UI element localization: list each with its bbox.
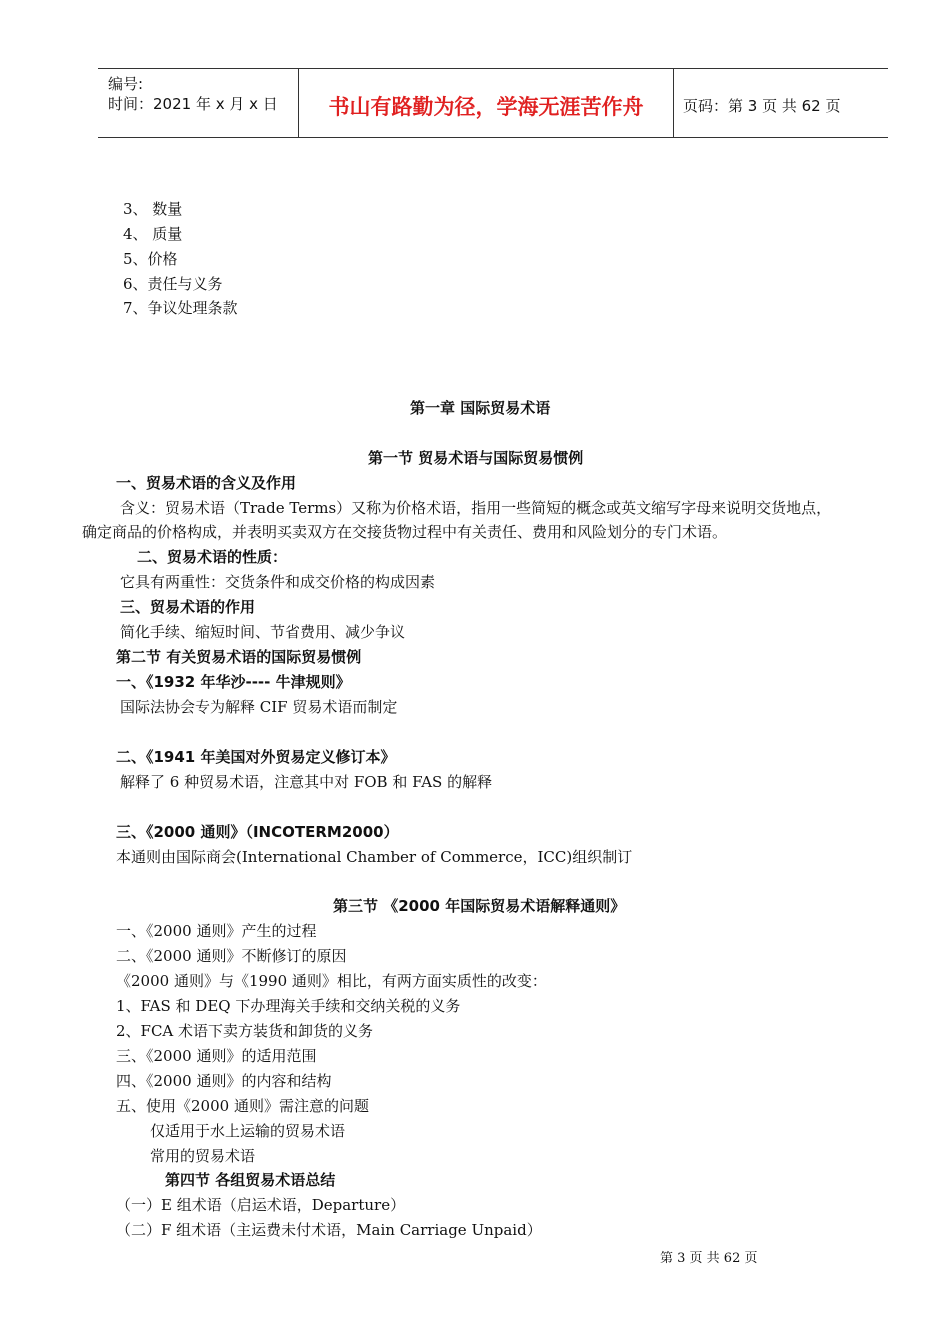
motto: 书山有路勤为径，学海无涯苦作舟 — [328, 95, 644, 119]
section3-line: 1、FAS 和 DEQ 下办理海关手续和交纳关税的义务 — [116, 997, 461, 1015]
section1-title: 第一节 贸易术语与国际贸易惯例 — [368, 449, 584, 467]
section4-line: （一）E 组术语（启运术语，Departure） — [116, 1196, 406, 1214]
section1-paragraph-2: 它具有两重性：交货条件和成交价格的构成因素 — [120, 573, 436, 591]
section2-paragraph-2: 解释了 6 种贸易术语，注意其中对 FOB 和 FAS 的解释 — [120, 773, 493, 791]
chapter-title: 第一章 国际贸易术语 — [410, 399, 551, 417]
list-item: 3、 数量 — [123, 200, 183, 218]
section4-title: 第四节 各组贸易术语总结 — [165, 1171, 336, 1189]
section3-subitem: 仅适用于水上运输的贸易术语 — [150, 1122, 346, 1140]
section1-paragraph-3: 简化手续、缩短时间、节省费用、减少争议 — [120, 623, 406, 641]
section3-line: 《2000 通则》与《1990 通则》相比，有两方面实质性的改变： — [116, 972, 547, 990]
section3-line: 三、《2000 通则》的适用范围 — [116, 1047, 317, 1065]
section1-heading-2: 二、贸易术语的性质： — [137, 548, 288, 566]
section3-title: 第三节 《2000 年国际贸易术语解释通则》 — [333, 897, 626, 915]
section2-heading-3: 三、《2000 通则》（INCOTERM2000） — [116, 823, 399, 841]
list-item: 4、 质量 — [123, 225, 183, 243]
section3-line: 2、FCA 术语下卖方装货和卸货的义务 — [116, 1022, 374, 1040]
section1-heading-1: 一、贸易术语的含义及作用 — [116, 474, 297, 492]
page-label: 页码：第 3 页 共 62 页 — [683, 97, 841, 115]
list-item: 7、争议处理条款 — [123, 299, 238, 317]
header-motto-cell — [298, 69, 674, 137]
section2-heading-2: 二、《1941 年美国对外贸易定义修订本》 — [116, 748, 396, 766]
header-page-cell — [673, 69, 888, 137]
section3-line: 五、使用《2000 通则》需注意的问题 — [116, 1097, 369, 1115]
document-header — [98, 68, 888, 138]
section2-paragraph-1: 国际法协会专为解释 CIF 贸易术语而制定 — [120, 698, 398, 716]
header-meta-cell — [98, 69, 298, 137]
list-item: 6、责任与义务 — [123, 275, 223, 293]
time-label: 时间：2021 年 x 月 x 日 — [108, 95, 278, 113]
section3-line: 四、《2000 通则》的内容和结构 — [116, 1072, 332, 1090]
section2-paragraph-3: 本通则由国际商会(International Chamber of Commerce，ICC)组织制订 — [116, 848, 633, 866]
section2-heading-1: 一、《1932 年华沙---- 牛津规则》 — [116, 673, 351, 691]
section4-line: （二）F 组术语（主运费未付术语，Main Carriage Unpaid） — [116, 1221, 542, 1239]
section3-line: 二、《2000 通则》不断修订的原因 — [116, 947, 347, 965]
section2-title: 第二节 有关贸易术语的国际贸易惯例 — [116, 648, 362, 666]
page-footer: 第 3 页 共 62 页 — [660, 1251, 758, 1266]
section1-heading-3: 三、贸易术语的作用 — [120, 598, 256, 616]
section3-line: 一、《2000 通则》产生的过程 — [116, 922, 317, 940]
section1-paragraph-1-cont: 确定商品的价格构成，并表明买卖双方在交接货物过程中有关责任、费用和风险划分的专门术语。 — [82, 523, 728, 541]
number-label: 编号: — [108, 75, 144, 93]
section3-subitem: 常用的贸易术语 — [150, 1147, 256, 1165]
list-item: 5、价格 — [123, 250, 178, 268]
section1-paragraph-1: 含义：贸易术语（Trade Terms）又称为价格术语，指用一些简短的概念或英文缩写字母来说明交货地点， — [120, 499, 832, 517]
